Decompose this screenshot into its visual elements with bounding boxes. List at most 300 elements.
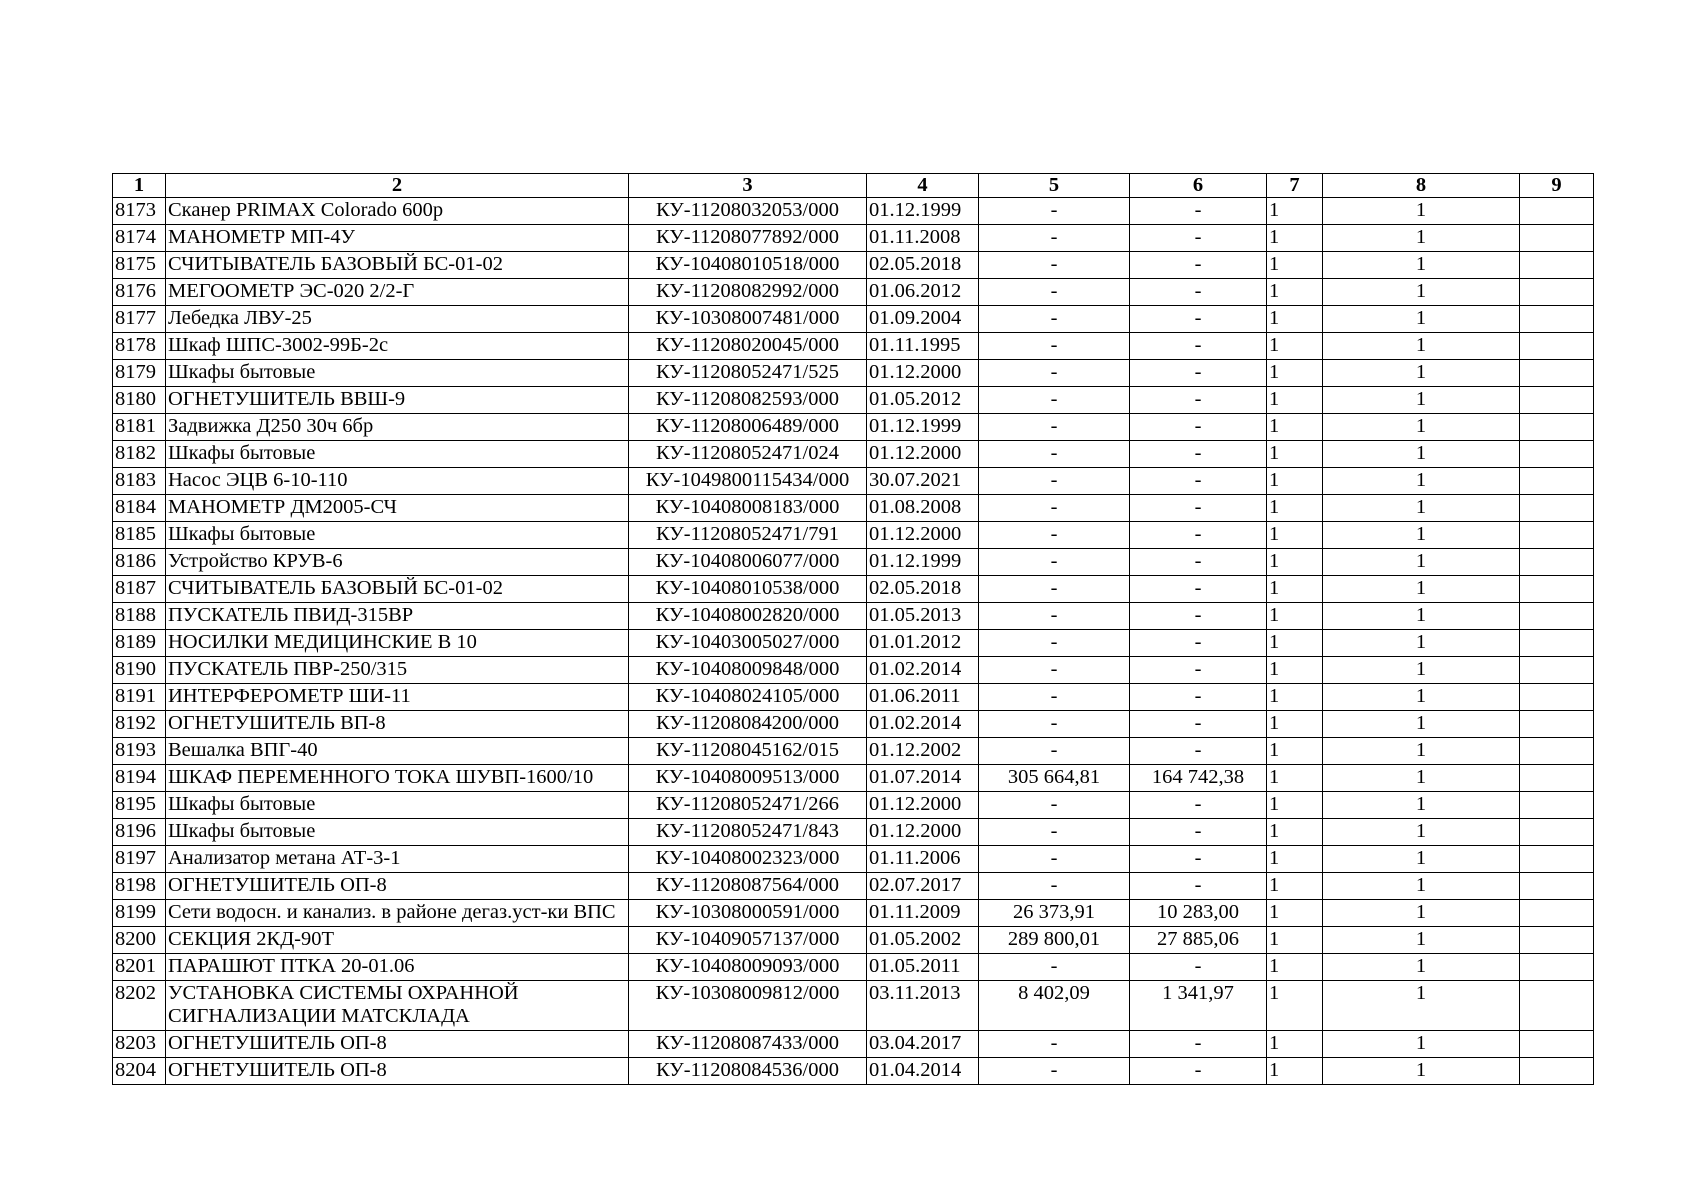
item-name-cell: Задвижка Д250 30ч 6бр: [166, 414, 629, 441]
value-col6-cell: -: [1130, 198, 1267, 225]
item-name-cell: Сканер PRIMAX Colorado 600p: [166, 198, 629, 225]
value-col9-cell: [1520, 792, 1594, 819]
date-cell: 01.05.2012: [867, 387, 979, 414]
value-col8-cell: 1: [1323, 549, 1520, 576]
inventory-code-cell: КУ-10408002820/000: [629, 603, 867, 630]
date-cell: 01.11.1995: [867, 333, 979, 360]
value-col6-cell: -: [1130, 954, 1267, 981]
item-name-cell: МАНОМЕТР МП-4У: [166, 225, 629, 252]
value-col6-cell: -: [1130, 819, 1267, 846]
value-col6-cell: -: [1130, 684, 1267, 711]
date-cell: 01.06.2011: [867, 684, 979, 711]
inventory-code-cell: КУ-11208052471/525: [629, 360, 867, 387]
row-number-cell: 8173: [113, 198, 166, 225]
inventory-code-cell: КУ-11208032053/000: [629, 198, 867, 225]
column-header-7: 7: [1267, 174, 1323, 198]
item-name-cell: ПУСКАТЕЛЬ ПВР-250/315: [166, 657, 629, 684]
value-col9-cell: [1520, 333, 1594, 360]
value-col9-cell: [1520, 306, 1594, 333]
table-row: [113, 981, 1594, 1031]
table-row: [113, 306, 1594, 333]
table-row: [113, 549, 1594, 576]
value-col6-cell: -: [1130, 306, 1267, 333]
value-col7-cell: 1: [1267, 576, 1323, 603]
item-name-cell: ПУСКАТЕЛЬ ПВИД-315ВР: [166, 603, 629, 630]
item-name-cell: Вешалка ВПГ-40: [166, 738, 629, 765]
value-col9-cell: [1520, 522, 1594, 549]
table-row: [113, 603, 1594, 630]
value-col9-cell: [1520, 603, 1594, 630]
value-col6-cell: -: [1130, 873, 1267, 900]
value-col9-cell: [1520, 414, 1594, 441]
date-cell: 01.04.2014: [867, 1058, 979, 1085]
value-col5-cell: -: [979, 576, 1130, 603]
value-col9-cell: [1520, 387, 1594, 414]
date-cell: 01.12.2000: [867, 792, 979, 819]
value-col7-cell: 1: [1267, 306, 1323, 333]
value-col7-cell: 1: [1267, 360, 1323, 387]
item-name-cell: Шкафы бытовые: [166, 360, 629, 387]
row-number-cell: 8175: [113, 252, 166, 279]
value-col5-cell: -: [979, 603, 1130, 630]
date-cell: 01.05.2002: [867, 927, 979, 954]
value-col7-cell: 1: [1267, 927, 1323, 954]
date-cell: 01.01.2012: [867, 630, 979, 657]
value-col5-cell: -: [979, 495, 1130, 522]
value-col8-cell: 1: [1323, 819, 1520, 846]
value-col7-cell: 1: [1267, 684, 1323, 711]
date-cell: 01.05.2013: [867, 603, 979, 630]
value-col8-cell: 1: [1323, 495, 1520, 522]
value-col8-cell: 1: [1323, 522, 1520, 549]
header-row: [113, 174, 1594, 198]
item-name-cell: НОСИЛКИ МЕДИЦИНСКИЕ В 10: [166, 630, 629, 657]
value-col6-cell: 27 885,06: [1130, 927, 1267, 954]
value-col6-cell: 10 283,00: [1130, 900, 1267, 927]
row-number-cell: 8197: [113, 846, 166, 873]
value-col7-cell: 1: [1267, 252, 1323, 279]
item-name-cell: ОГНЕТУШИТЕЛЬ ОП-8: [166, 1058, 629, 1085]
value-col5-cell: -: [979, 819, 1130, 846]
column-header-2: 2: [166, 174, 629, 198]
inventory-code-cell: КУ-10408002323/000: [629, 846, 867, 873]
inventory-code-cell: КУ-11208087564/000: [629, 873, 867, 900]
date-cell: 01.11.2006: [867, 846, 979, 873]
value-col6-cell: 164 742,38: [1130, 765, 1267, 792]
value-col6-cell: -: [1130, 1031, 1267, 1058]
date-cell: 01.12.2000: [867, 522, 979, 549]
inventory-code-cell: КУ-11208052471/024: [629, 441, 867, 468]
inventory-code-cell: КУ-11208052471/266: [629, 792, 867, 819]
table-row: [113, 225, 1594, 252]
value-col6-cell: 1 341,97: [1130, 981, 1267, 1031]
value-col9-cell: [1520, 360, 1594, 387]
item-name-cell: МЕГООМЕТР ЭС-020 2/2-Г: [166, 279, 629, 306]
inventory-code-cell: КУ-11208084536/000: [629, 1058, 867, 1085]
value-col5-cell: -: [979, 846, 1130, 873]
value-col5-cell: -: [979, 711, 1130, 738]
inventory-code-cell: КУ-10408008183/000: [629, 495, 867, 522]
value-col5-cell: -: [979, 657, 1130, 684]
inventory-table: [112, 173, 1594, 1085]
table-row: [113, 873, 1594, 900]
value-col6-cell: -: [1130, 630, 1267, 657]
value-col7-cell: 1: [1267, 495, 1323, 522]
value-col8-cell: 1: [1323, 576, 1520, 603]
table-row: [113, 468, 1594, 495]
value-col7-cell: 1: [1267, 522, 1323, 549]
value-col8-cell: 1: [1323, 1031, 1520, 1058]
value-col6-cell: -: [1130, 576, 1267, 603]
value-col7-cell: 1: [1267, 792, 1323, 819]
inventory-code-cell: КУ-11208020045/000: [629, 333, 867, 360]
value-col9-cell: [1520, 873, 1594, 900]
table-body: [113, 198, 1594, 1085]
value-col6-cell: -: [1130, 549, 1267, 576]
value-col7-cell: 1: [1267, 819, 1323, 846]
value-col8-cell: 1: [1323, 927, 1520, 954]
value-col8-cell: 1: [1323, 198, 1520, 225]
inventory-code-cell: КУ-11208082593/000: [629, 387, 867, 414]
row-number-cell: 8183: [113, 468, 166, 495]
value-col8-cell: 1: [1323, 846, 1520, 873]
value-col7-cell: 1: [1267, 225, 1323, 252]
table-row: [113, 900, 1594, 927]
item-name-cell: УСТАНОВКА СИСТЕМЫ ОХРАННОЙ СИГНАЛИЗАЦИИ МАТСКЛАДА: [166, 981, 629, 1031]
value-col7-cell: 1: [1267, 333, 1323, 360]
value-col5-cell: -: [979, 549, 1130, 576]
item-name-cell: Устройство КРУВ-6: [166, 549, 629, 576]
column-header-3: 3: [629, 174, 867, 198]
item-name-cell: СЧИТЫВАТЕЛЬ БАЗОВЫЙ БС-01-02: [166, 576, 629, 603]
value-col8-cell: 1: [1323, 711, 1520, 738]
inventory-code-cell: КУ-1049800115434/000: [629, 468, 867, 495]
row-number-cell: 8193: [113, 738, 166, 765]
value-col5-cell: -: [979, 198, 1130, 225]
value-col5-cell: -: [979, 630, 1130, 657]
value-col7-cell: 1: [1267, 657, 1323, 684]
inventory-code-cell: КУ-10408024105/000: [629, 684, 867, 711]
table-row: [113, 333, 1594, 360]
row-number-cell: 8176: [113, 279, 166, 306]
inventory-code-cell: КУ-11208082992/000: [629, 279, 867, 306]
column-header-9: 9: [1520, 174, 1594, 198]
value-col9-cell: [1520, 819, 1594, 846]
value-col8-cell: 1: [1323, 738, 1520, 765]
value-col9-cell: [1520, 711, 1594, 738]
value-col6-cell: -: [1130, 414, 1267, 441]
date-cell: 01.12.1999: [867, 414, 979, 441]
value-col9-cell: [1520, 279, 1594, 306]
date-cell: 02.05.2018: [867, 252, 979, 279]
table-row: [113, 495, 1594, 522]
value-col8-cell: 1: [1323, 360, 1520, 387]
value-col5-cell: -: [979, 441, 1130, 468]
item-name-cell: Лебедка ЛВУ-25: [166, 306, 629, 333]
row-number-cell: 8188: [113, 603, 166, 630]
date-cell: 01.05.2011: [867, 954, 979, 981]
date-cell: 01.12.1999: [867, 198, 979, 225]
row-number-cell: 8191: [113, 684, 166, 711]
row-number-cell: 8189: [113, 630, 166, 657]
value-col5-cell: -: [979, 522, 1130, 549]
value-col6-cell: -: [1130, 279, 1267, 306]
item-name-cell: Шкафы бытовые: [166, 522, 629, 549]
inventory-code-cell: КУ-10403005027/000: [629, 630, 867, 657]
table-row: [113, 792, 1594, 819]
item-name-cell: Анализатор метана АТ-3-1: [166, 846, 629, 873]
inventory-code-cell: КУ-11208052471/843: [629, 819, 867, 846]
inventory-code-cell: КУ-10408009513/000: [629, 765, 867, 792]
inventory-code-cell: КУ-11208006489/000: [629, 414, 867, 441]
row-number-cell: 8192: [113, 711, 166, 738]
value-col9-cell: [1520, 225, 1594, 252]
value-col9-cell: [1520, 576, 1594, 603]
row-number-cell: 8203: [113, 1031, 166, 1058]
value-col6-cell: -: [1130, 657, 1267, 684]
value-col7-cell: 1: [1267, 630, 1323, 657]
value-col8-cell: 1: [1323, 630, 1520, 657]
item-name-cell: Насос ЭЦВ 6-10-110: [166, 468, 629, 495]
value-col9-cell: [1520, 252, 1594, 279]
value-col7-cell: 1: [1267, 198, 1323, 225]
value-col8-cell: 1: [1323, 279, 1520, 306]
value-col6-cell: -: [1130, 495, 1267, 522]
table-row: [113, 414, 1594, 441]
item-name-cell: СЧИТЫВАТЕЛЬ БАЗОВЫЙ БС-01-02: [166, 252, 629, 279]
value-col9-cell: [1520, 684, 1594, 711]
table-row: [113, 279, 1594, 306]
item-name-cell: Шкафы бытовые: [166, 441, 629, 468]
row-number-cell: 8186: [113, 549, 166, 576]
inventory-code-cell: КУ-10408009093/000: [629, 954, 867, 981]
value-col5-cell: -: [979, 414, 1130, 441]
date-cell: 01.02.2014: [867, 711, 979, 738]
value-col5-cell: -: [979, 738, 1130, 765]
value-col5-cell: -: [979, 360, 1130, 387]
value-col9-cell: [1520, 738, 1594, 765]
table-row: [113, 927, 1594, 954]
value-col8-cell: 1: [1323, 441, 1520, 468]
table-row: [113, 954, 1594, 981]
value-col5-cell: 305 664,81: [979, 765, 1130, 792]
item-name-cell: ПАРАШЮТ ПТКА 20-01.06: [166, 954, 629, 981]
value-col5-cell: -: [979, 333, 1130, 360]
value-col8-cell: 1: [1323, 765, 1520, 792]
value-col9-cell: [1520, 657, 1594, 684]
value-col7-cell: 1: [1267, 414, 1323, 441]
date-cell: 01.02.2014: [867, 657, 979, 684]
value-col5-cell: 289 800,01: [979, 927, 1130, 954]
value-col5-cell: -: [979, 252, 1130, 279]
item-name-cell: Шкафы бытовые: [166, 792, 629, 819]
value-col9-cell: [1520, 927, 1594, 954]
value-col8-cell: 1: [1323, 603, 1520, 630]
table-row: [113, 711, 1594, 738]
value-col7-cell: 1: [1267, 846, 1323, 873]
row-number-cell: 8195: [113, 792, 166, 819]
value-col8-cell: 1: [1323, 225, 1520, 252]
value-col7-cell: 1: [1267, 549, 1323, 576]
row-number-cell: 8202: [113, 981, 166, 1031]
inventory-code-cell: КУ-11208084200/000: [629, 711, 867, 738]
value-col9-cell: [1520, 954, 1594, 981]
table-row: [113, 765, 1594, 792]
row-number-cell: 8187: [113, 576, 166, 603]
item-name-cell: СЕКЦИЯ 2КД-90Т: [166, 927, 629, 954]
value-col5-cell: 26 373,91: [979, 900, 1130, 927]
row-number-cell: 8194: [113, 765, 166, 792]
inventory-code-cell: КУ-10408010518/000: [629, 252, 867, 279]
item-name-cell: Шкаф ШПС-3002-99Б-2с: [166, 333, 629, 360]
date-cell: 01.07.2014: [867, 765, 979, 792]
value-col9-cell: [1520, 981, 1594, 1031]
value-col8-cell: 1: [1323, 252, 1520, 279]
inventory-code-cell: КУ-11208052471/791: [629, 522, 867, 549]
value-col6-cell: -: [1130, 846, 1267, 873]
value-col9-cell: [1520, 1031, 1594, 1058]
table-row: [113, 576, 1594, 603]
row-number-cell: 8201: [113, 954, 166, 981]
value-col5-cell: -: [979, 1058, 1130, 1085]
value-col7-cell: 1: [1267, 981, 1323, 1031]
date-cell: 01.06.2012: [867, 279, 979, 306]
value-col5-cell: -: [979, 954, 1130, 981]
value-col6-cell: -: [1130, 387, 1267, 414]
date-cell: 02.05.2018: [867, 576, 979, 603]
table-row: [113, 360, 1594, 387]
value-col8-cell: 1: [1323, 657, 1520, 684]
date-cell: 01.12.2000: [867, 441, 979, 468]
inventory-code-cell: КУ-10408009848/000: [629, 657, 867, 684]
row-number-cell: 8199: [113, 900, 166, 927]
value-col7-cell: 1: [1267, 603, 1323, 630]
item-name-cell: МАНОМЕТР ДМ2005-СЧ: [166, 495, 629, 522]
value-col8-cell: 1: [1323, 900, 1520, 927]
value-col7-cell: 1: [1267, 873, 1323, 900]
column-header-6: 6: [1130, 174, 1267, 198]
value-col5-cell: -: [979, 873, 1130, 900]
value-col7-cell: 1: [1267, 765, 1323, 792]
table-row: [113, 846, 1594, 873]
value-col5-cell: -: [979, 279, 1130, 306]
value-col8-cell: 1: [1323, 954, 1520, 981]
value-col5-cell: -: [979, 1031, 1130, 1058]
table-row: [113, 1058, 1594, 1085]
table-row: [113, 684, 1594, 711]
value-col9-cell: [1520, 549, 1594, 576]
table-row: [113, 657, 1594, 684]
row-number-cell: 8182: [113, 441, 166, 468]
row-number-cell: 8190: [113, 657, 166, 684]
table-row: [113, 1031, 1594, 1058]
value-col9-cell: [1520, 441, 1594, 468]
row-number-cell: 8198: [113, 873, 166, 900]
value-col7-cell: 1: [1267, 279, 1323, 306]
value-col6-cell: -: [1130, 1058, 1267, 1085]
date-cell: 01.12.2000: [867, 360, 979, 387]
table-row: [113, 387, 1594, 414]
table-row: [113, 819, 1594, 846]
row-number-cell: 8181: [113, 414, 166, 441]
item-name-cell: ОГНЕТУШИТЕЛЬ ВП-8: [166, 711, 629, 738]
value-col6-cell: -: [1130, 468, 1267, 495]
row-number-cell: 8177: [113, 306, 166, 333]
value-col8-cell: 1: [1323, 1058, 1520, 1085]
date-cell: 03.11.2013: [867, 981, 979, 1031]
value-col6-cell: -: [1130, 225, 1267, 252]
date-cell: 02.07.2017: [867, 873, 979, 900]
value-col8-cell: 1: [1323, 387, 1520, 414]
table-row: [113, 441, 1594, 468]
item-name-cell: ИНТЕРФЕРОМЕТР ШИ-11: [166, 684, 629, 711]
table-row: [113, 630, 1594, 657]
table-row: [113, 198, 1594, 225]
value-col7-cell: 1: [1267, 1058, 1323, 1085]
value-col7-cell: 1: [1267, 900, 1323, 927]
row-number-cell: 8200: [113, 927, 166, 954]
inventory-code-cell: КУ-10408010538/000: [629, 576, 867, 603]
value-col5-cell: -: [979, 468, 1130, 495]
date-cell: 03.04.2017: [867, 1031, 979, 1058]
item-name-cell: ОГНЕТУШИТЕЛЬ ОП-8: [166, 873, 629, 900]
value-col7-cell: 1: [1267, 468, 1323, 495]
row-number-cell: 8178: [113, 333, 166, 360]
value-col8-cell: 1: [1323, 306, 1520, 333]
value-col9-cell: [1520, 846, 1594, 873]
value-col8-cell: 1: [1323, 873, 1520, 900]
value-col6-cell: -: [1130, 603, 1267, 630]
row-number-cell: 8185: [113, 522, 166, 549]
value-col7-cell: 1: [1267, 441, 1323, 468]
inventory-code-cell: КУ-11208087433/000: [629, 1031, 867, 1058]
row-number-cell: 8196: [113, 819, 166, 846]
date-cell: 01.12.2000: [867, 819, 979, 846]
value-col9-cell: [1520, 1058, 1594, 1085]
value-col6-cell: -: [1130, 360, 1267, 387]
item-name-cell: Шкафы бытовые: [166, 819, 629, 846]
value-col6-cell: -: [1130, 333, 1267, 360]
row-number-cell: 8180: [113, 387, 166, 414]
row-number-cell: 8204: [113, 1058, 166, 1085]
value-col9-cell: [1520, 765, 1594, 792]
value-col8-cell: 1: [1323, 414, 1520, 441]
value-col6-cell: -: [1130, 792, 1267, 819]
value-col9-cell: [1520, 900, 1594, 927]
inventory-code-cell: КУ-10408006077/000: [629, 549, 867, 576]
value-col6-cell: -: [1130, 522, 1267, 549]
value-col6-cell: -: [1130, 711, 1267, 738]
value-col9-cell: [1520, 630, 1594, 657]
value-col5-cell: -: [979, 684, 1130, 711]
inventory-code-cell: КУ-10308007481/000: [629, 306, 867, 333]
row-number-cell: 8184: [113, 495, 166, 522]
date-cell: 01.12.2002: [867, 738, 979, 765]
date-cell: 01.11.2008: [867, 225, 979, 252]
value-col9-cell: [1520, 495, 1594, 522]
value-col8-cell: 1: [1323, 333, 1520, 360]
inventory-code-cell: КУ-10308000591/000: [629, 900, 867, 927]
value-col6-cell: -: [1130, 738, 1267, 765]
column-header-5: 5: [979, 174, 1130, 198]
inventory-code-cell: КУ-11208045162/015: [629, 738, 867, 765]
value-col9-cell: [1520, 198, 1594, 225]
value-col8-cell: 1: [1323, 684, 1520, 711]
date-cell: 01.11.2009: [867, 900, 979, 927]
table-row: [113, 252, 1594, 279]
value-col9-cell: [1520, 468, 1594, 495]
value-col7-cell: 1: [1267, 387, 1323, 414]
